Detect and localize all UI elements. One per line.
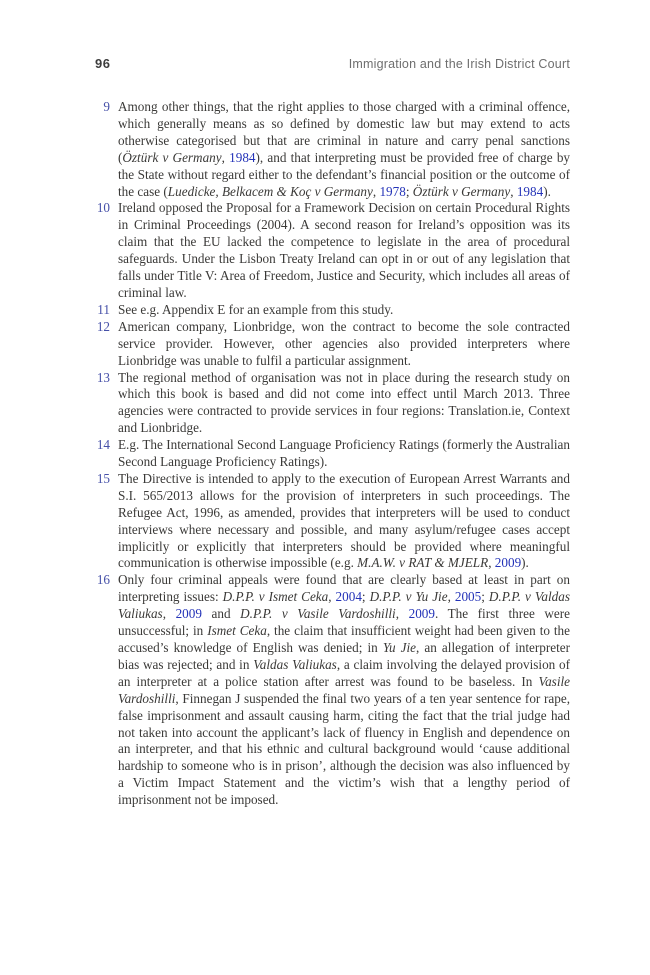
case-citation: Öztürk v Germany: [412, 183, 511, 199]
note-text-run: ,: [328, 589, 336, 605]
endnote-number: 10: [96, 200, 110, 216]
endnote-number: 14: [96, 437, 110, 453]
note-text-run: ,: [221, 149, 230, 165]
endnote-number: 15: [96, 470, 110, 486]
endnote-number: 12: [96, 318, 110, 334]
case-citation: Yu Jie: [382, 640, 417, 655]
endnote-14: [95, 437, 570, 471]
endnote-text: [118, 319, 570, 368]
case-citation: D.P.P. v Vasile Vardoshilli: [240, 606, 396, 622]
note-text-run: , an allegation of interpreter bias was rejected; and in: [118, 640, 570, 672]
note-text-run: ).: [521, 555, 529, 571]
endnote-13: [95, 370, 570, 438]
note-text-run: ,: [510, 183, 517, 199]
note-text-run: ,: [395, 606, 409, 622]
citation-year-link[interactable]: 1984: [229, 149, 256, 165]
endnote-16: [95, 572, 570, 809]
note-text-run: ,: [488, 555, 495, 571]
endnote-text: [118, 370, 570, 436]
endnote-number: 13: [96, 369, 110, 385]
note-text-run: Ireland opposed the Proposal for a Framework Decision on certain Procedural Rights in Criminal Proceedings (2004). A second reason for Ireland’s opposition was its claim that the EU lacked the competence to legislate in the area of procedural safeguards. Under the Lisbon Treaty Ireland can opt in or out of any legislation that falls under Title V: Area of Freedom, Justice and Security, which includes all areas of criminal law.: [118, 200, 570, 300]
note-text-run: E.g. The International Second Language Proficiency Ratings (formerly the Australian Second Language Proficiency Ratings).: [118, 437, 570, 470]
endnote-11: [95, 302, 570, 319]
note-text-run: See e.g. Appendix E for an example from this study.: [118, 301, 394, 317]
endnotes-list: [95, 99, 570, 809]
page-number: 96: [95, 56, 111, 71]
note-text-run: The regional method of organisation was not in place during the research study on which this book is based and did not come into effect until March 2013. Three agencies were contracted to provide services in four regions: Translation.ie, Context and Lionbridge.: [118, 369, 570, 436]
case-citation: M.A.W. v RAT & MJELR: [357, 555, 489, 571]
endnote-text: [118, 200, 570, 300]
note-text-run: . The first three were unsuccessful; in: [118, 606, 571, 639]
endnote-15: [95, 471, 570, 572]
running-header-title: Immigration and the Irish District Court: [348, 57, 570, 71]
endnote-text: [118, 572, 570, 807]
note-text-run: ,: [447, 589, 455, 605]
case-citation: D.P.P. v Yu Jie: [369, 589, 448, 605]
note-text-run: ,: [162, 606, 176, 622]
citation-year-link[interactable]: 2009: [494, 555, 522, 571]
endnote-12: [95, 319, 570, 370]
citation-year-link[interactable]: 2009: [175, 606, 202, 622]
endnote-text: [118, 437, 570, 469]
note-text-run: , the claim that insufficient weight had been given to the accused’s knowledge of English was denied; in: [118, 623, 570, 655]
running-header: [95, 56, 570, 71]
citation-year-link[interactable]: 2005: [454, 589, 482, 605]
case-citation: D.P.P. v Ismet Ceka: [222, 589, 329, 605]
citation-year-link[interactable]: 1978: [379, 183, 406, 199]
note-text-run: ,: [372, 183, 380, 199]
citation-year-link[interactable]: 2009: [408, 606, 435, 622]
note-text-run: , Finnegan J suspended the final two years of a ten year sentence for rape, false imprisonment and assault causing harm, citing the fact that the trial judge had not taken into account the applicant’s lack of fluency in English and dependence on an interpreter, and that his ethnic and cultural background would ‘cause additional hardship to someone who is in prison’, although the decision was also influenced by a Victim Impact Statement and the victim’s wish that a lengthy period of imprisonment not be imposed.: [118, 690, 570, 808]
case-citation: Valdas Valiukas: [253, 656, 337, 672]
endnote-number: 11: [97, 301, 110, 317]
endnote-number: 16: [96, 572, 110, 588]
case-citation: Ismet Ceka: [207, 623, 267, 639]
endnote-9: [95, 99, 570, 200]
note-text-run: , a claim involving the delayed provision of an interpreter at a police station after arrest was found to be baseless. In: [118, 656, 570, 689]
note-text-run: Among other things, that the right applies to those charged with a criminal offence, which generally means as so defined by domestic law but may extend to acts otherwise categorised but that are criminal in nature and carry penal sanctions (: [118, 99, 570, 165]
endnote-text: [118, 302, 393, 317]
case-citation: Vasile Vardoshilli: [118, 673, 570, 706]
note-text-run: ;: [481, 589, 489, 605]
endnote-text: [118, 99, 570, 199]
endnote-10: [95, 200, 570, 301]
case-citation: D.P.P. v Valdas Valiukas: [118, 589, 570, 622]
note-text-run: ;: [405, 183, 413, 199]
note-text-run: American company, Lionbridge, won the contract to become the sole contracted service provider. However, other agencies also provided interpreters where Lionbridge was unable to fulfil a particular assignment.: [118, 318, 570, 368]
note-text-run: and: [201, 606, 241, 622]
note-text-run: The Directive is intended to apply to the execution of European Arrest Warrants and S.I. 565/2013 allows for the provision of interpreters in such proceedings. The Refugee Act, 1996, as amended, provides that interpreters will be used to conduct interviews where necessary and possible, and many asylum/refugee cases accept implicitly or explicitly that interpreters should be provided where meaningful communication is otherwise impossible (e.g.: [118, 470, 570, 571]
note-text-run: ).: [543, 183, 551, 199]
citation-year-link[interactable]: 2004: [335, 589, 362, 605]
case-citation: Öztürk v Germany: [122, 149, 222, 165]
note-text-run: ), and that interpreting must be provided free of charge by the State without regard either to the defendant’s financial position or the outcome of the case (: [118, 149, 571, 199]
endnote-text: [118, 471, 570, 571]
endnote-number: 9: [103, 99, 110, 114]
note-text-run: Only four criminal appeals were found that are clearly based at least in part on interpreting issues:: [118, 572, 570, 605]
citation-year-link[interactable]: 1984: [516, 183, 544, 199]
note-text-run: ;: [361, 589, 370, 605]
case-citation: Luedicke, Belkacem & Koç v Germany: [167, 183, 373, 199]
